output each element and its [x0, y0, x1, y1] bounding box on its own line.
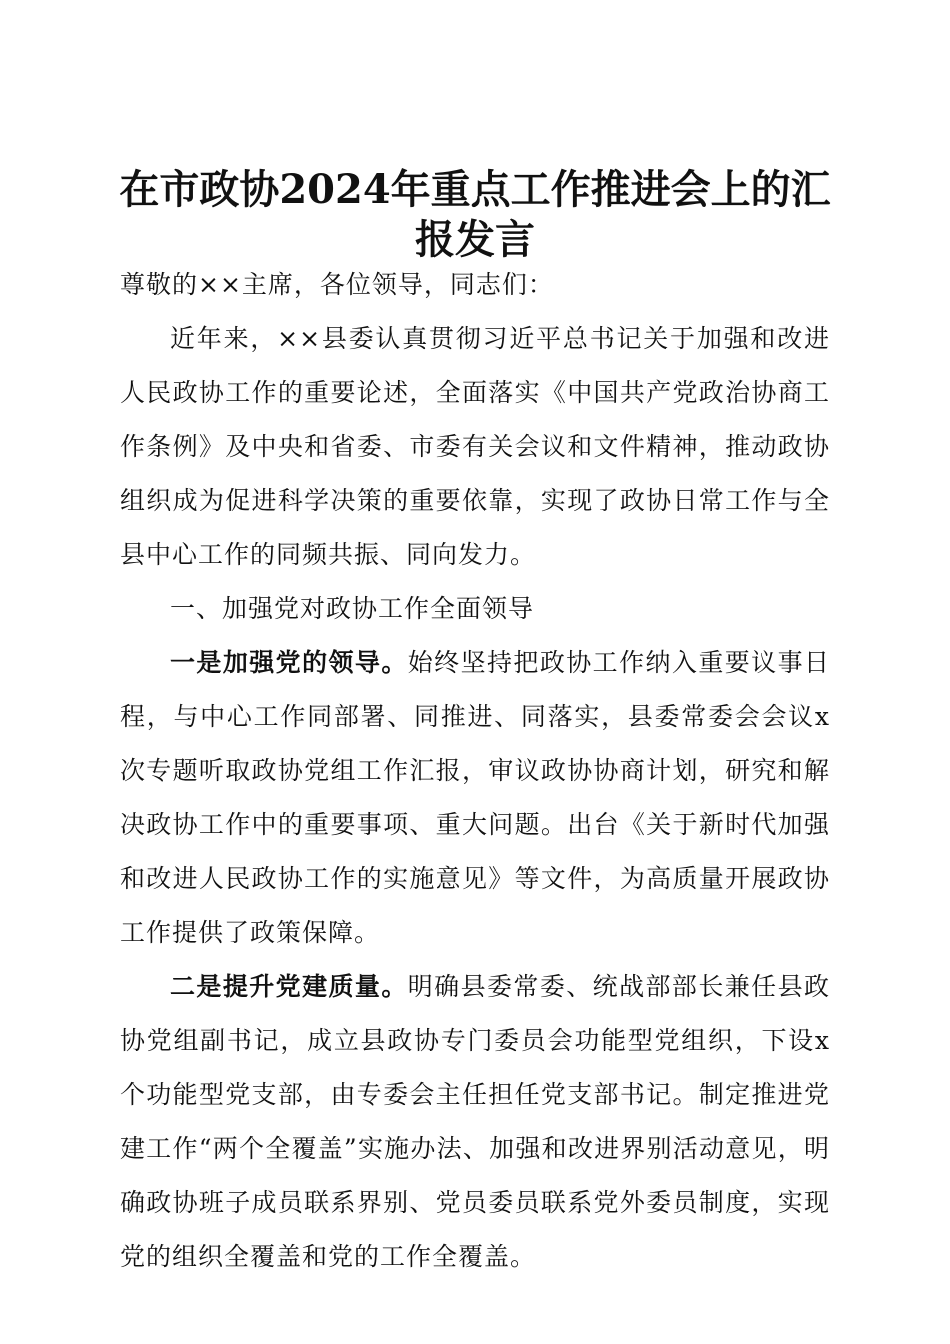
- paragraph-1: [120, 636, 830, 960]
- section-heading-1: 一、加强党对政协工作全面领导: [170, 594, 535, 623]
- paragraph-2: [120, 960, 830, 1284]
- document-title: 在市政协2024年重点工作推进会上的汇报发言: [119, 165, 831, 263]
- paragraph-1-lead: 一是加强党的领导。: [170, 648, 408, 677]
- paragraph-2-text: 明确县委常委、统战部部长兼任县政协党组副书记，成立县政协专门委员会功能型党组织，下设x个功能型党支部，由专委会主任担任党支部书记。制定推进党建工作“两个全覆盖”实施办法、加强和改进界别活动意见，明确政协班子成员联系界别、党员委员联系党外委员制度，实现党的组织全覆盖和党的工作全覆盖。: [120, 972, 830, 1271]
- document-body: [120, 258, 830, 1284]
- paragraph-2-lead: 二是提升党建质量。: [170, 972, 408, 1001]
- paragraph-1-text: 始终坚持把政协工作纳入重要议事日程，与中心工作同部署、同推进、同落实，县委常委会会议x次专题听取政协党组工作汇报，审议政协协商计划，研究和解决政协工作中的重要事项、重大问题。出台《关于新时代加强和改进人民政协工作的实施意见》等文件，为高质量开展政协工作提供了政策保障。: [120, 648, 830, 947]
- intro-paragraph: 近年来，××县委认真贯彻习近平总书记关于加强和改进人民政协工作的重要论述，全面落实《中国共产党政治协商工作条例》及中央和省委、市委有关会议和文件精神，推动政协组织成为促进科学决策的重要依靠，实现了政协日常工作与全县中心工作的同频共振、同向发力。: [120, 324, 830, 569]
- salutation: 尊敬的××主席，各位领导，同志们：: [120, 270, 554, 299]
